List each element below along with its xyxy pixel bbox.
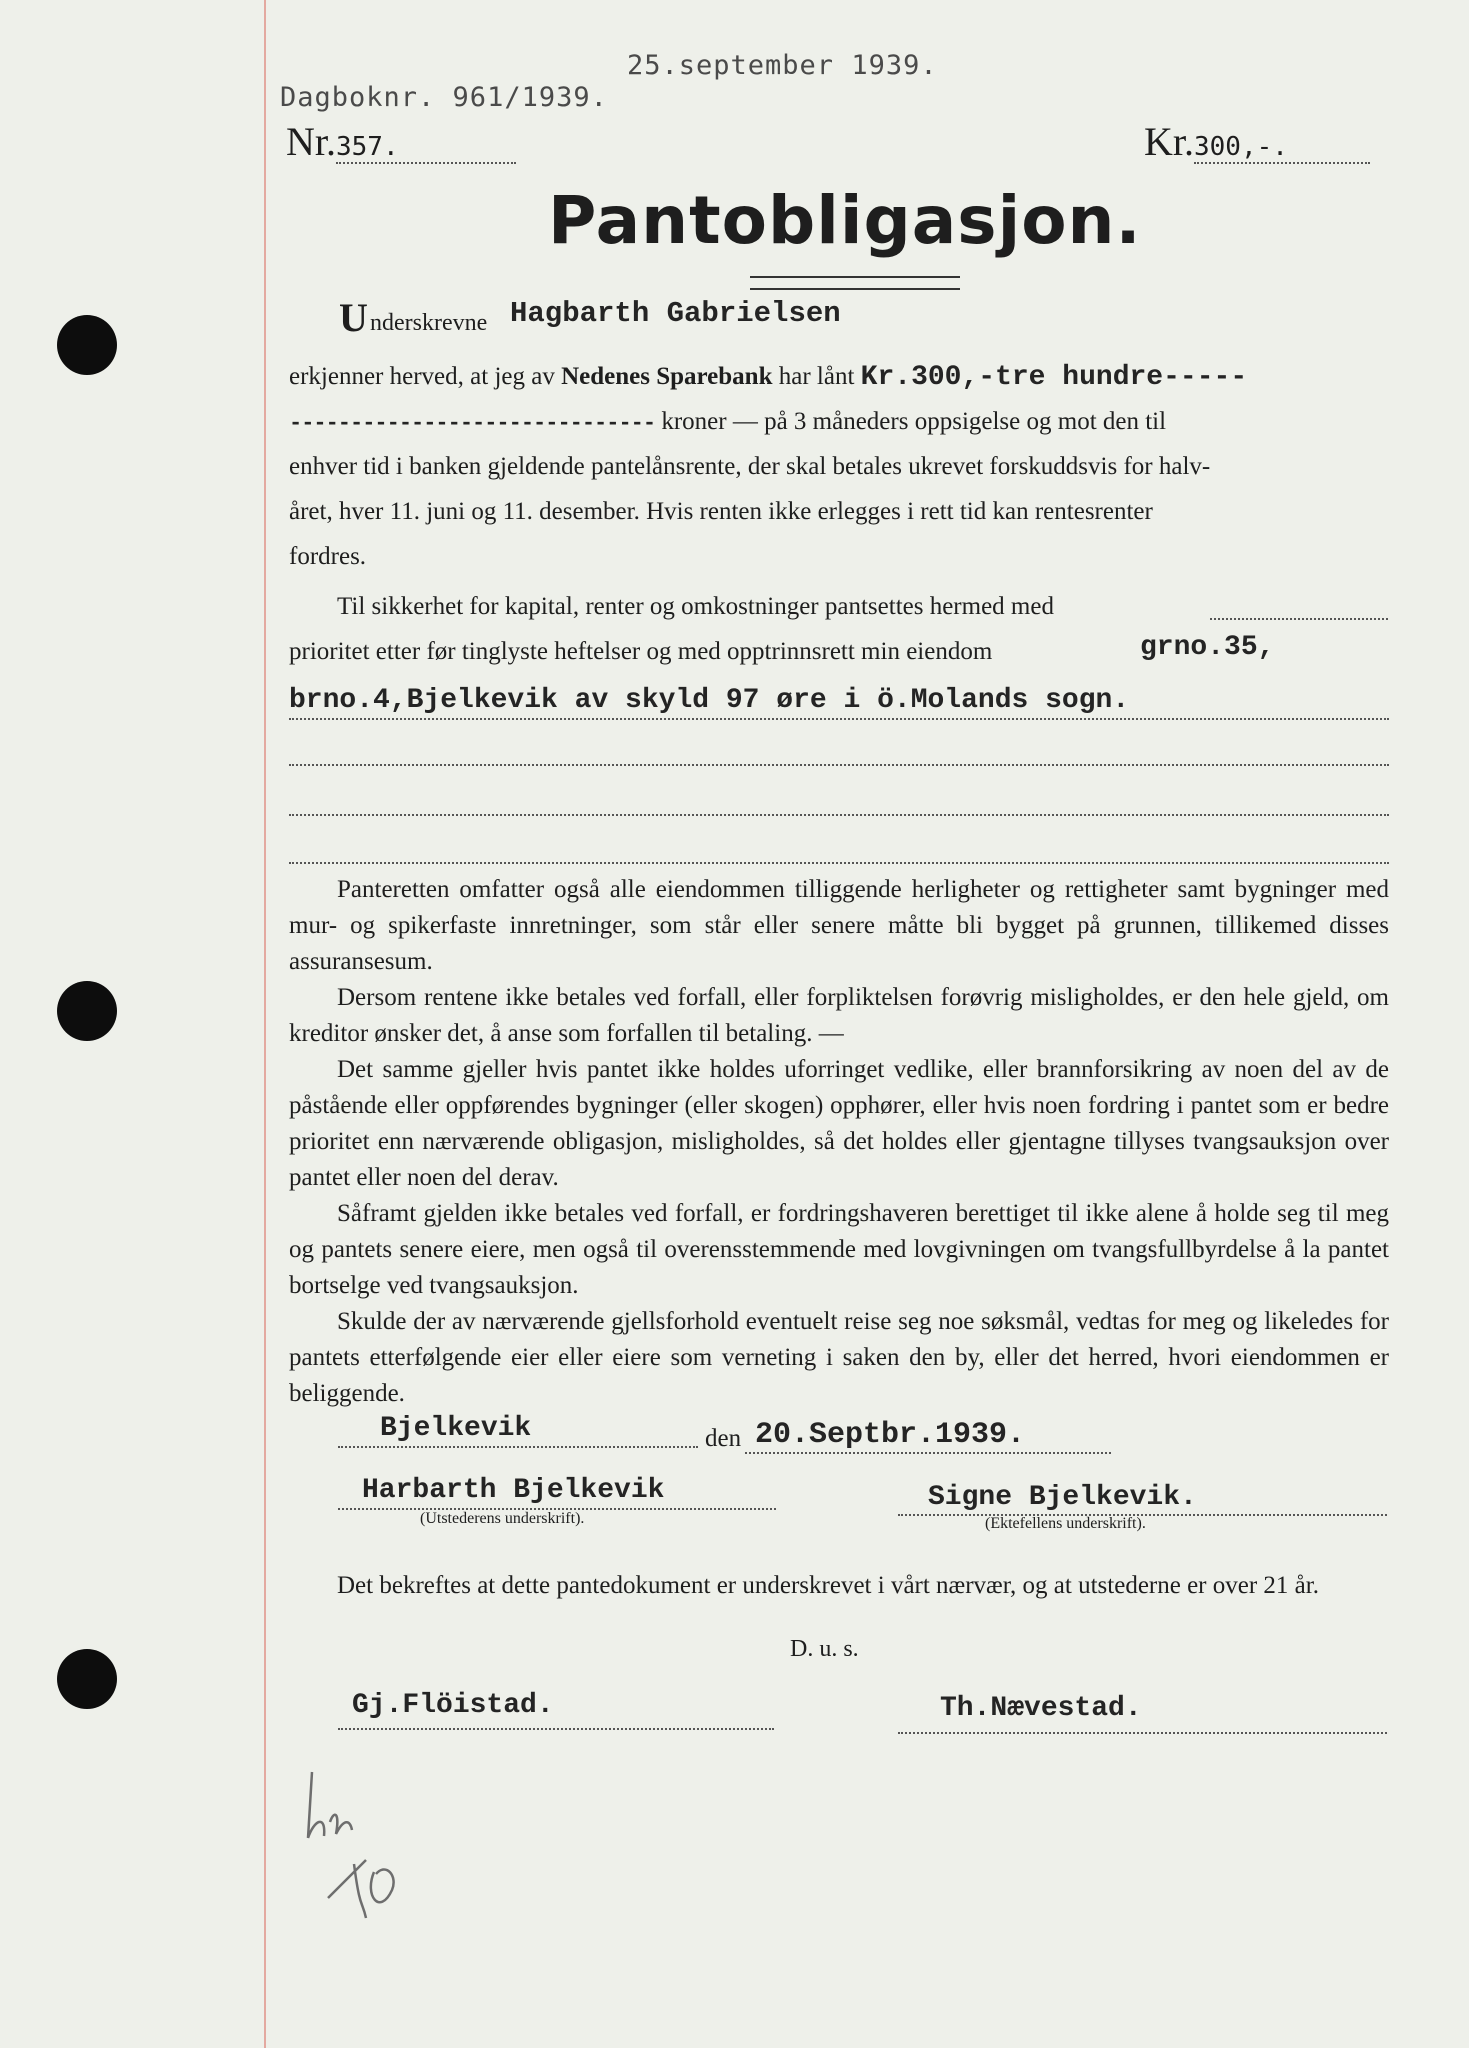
stamp-dagbok: Dagboknr. 961/1939. — [280, 82, 608, 113]
clauses — [289, 872, 1389, 1412]
spouse-signature: Signe Bjelkevik. — [928, 1482, 1197, 1513]
clause: Det samme gjeller hvis pantet ikke holdes uforringet vedlike, eller brannforsikring av noen del av de påstående eller oppførendes bygninger (eller skogen) opphører, eller hvis noen fordring i pantet som er bedre prioritet enn nærværende obligasjon, misligholdes, så det holdes eller gjentagne tillyses tvangsauksjon over pantet eller noen del derav. — [289, 1056, 1389, 1191]
title-underline — [750, 276, 960, 290]
loan-text: har lånt — [772, 363, 861, 390]
witness-1-signature: Gj.Flöistad. — [352, 1690, 554, 1721]
clause: Såframt gjelden ikke betales ved forfall, er fordringshaveren berettiget til ikke alene å holde seg til meg og pantets senere eiere, men også til overensstemmende med lovgivningen om tvangsfullbyrdelse å la pantet bortselge ved tvangsauksjon. — [289, 1200, 1389, 1299]
document-title: Pantobligasjon. — [548, 182, 1142, 259]
amount-header — [1144, 118, 1390, 164]
debtor-initial: U — [339, 295, 368, 340]
loan-text: erkjenner herved, at jeg av — [289, 363, 562, 390]
security-line-1: Til sikkerhet for kapital, renter og omkostninger pantsettes hermed med — [337, 593, 1054, 620]
signature-line — [338, 1728, 774, 1730]
date-line — [745, 1452, 1111, 1454]
loan-line-5: fordres. — [289, 543, 367, 570]
loan-line-2 — [289, 408, 1389, 436]
place-line — [338, 1446, 698, 1448]
kr-value: 300,-. — [1194, 132, 1370, 164]
property-brno: brno.4,Bjelkevik av skyld 97 øre i ö.Molands sogn. — [289, 685, 1130, 716]
pencil-annotation — [300, 1760, 430, 1930]
issuer-signature: Harbarth Bjelkevik — [362, 1475, 665, 1506]
fill-line — [289, 862, 1389, 864]
witness-2-signature: Th.Nævestad. — [940, 1693, 1142, 1724]
loan-line-4: året, hver 11. juni og 11. desember. Hvis renten ikke erlegges i rett tid kan rentesrenter — [289, 498, 1153, 525]
fill-line — [1210, 618, 1388, 620]
clause: Skulde der av nærværende gjellsforhold eventuelt reise seg noe søksmål, vedtas for meg og likeledes for pantets etterfølgende eier eller eiere som verneting i saken den by, eller det herred, hvori eiendommen er beliggende. — [289, 1308, 1389, 1407]
signing-place: Bjelkevik — [380, 1413, 532, 1444]
clause: Dersom rentene ikke betales ved forfall, eller forpliktelsen forøvrig misligholdes, er den hele gjeld, om kreditor ønsker det, å anse som forfallen til betaling. — — [289, 984, 1389, 1047]
property-grno: grno.35, — [1140, 632, 1275, 663]
loan-line-1 — [289, 362, 1389, 393]
loan-line-3: enhver tid i banken gjeldende pantelånsrente, der skal betales ukrevet forskuddsvis for halv- — [289, 453, 1211, 480]
signature-line — [898, 1732, 1387, 1734]
punch-hole — [57, 315, 117, 375]
bank-name: Nedenes Sparebank — [561, 363, 773, 390]
debtor-label: nderskrevne — [370, 310, 488, 336]
witness-statement: Det bekreftes at dette pantedokument er underskrevet i vårt nærvær, og at utstederne er over 21 år. — [337, 1572, 1319, 1599]
debtor-name: Hagbarth Gabrielsen — [510, 297, 841, 330]
signing-den: den — [705, 1425, 742, 1452]
nr-value: 357. — [336, 132, 516, 164]
punch-hole — [57, 1649, 117, 1709]
stamp-date: 25.september 1939. — [627, 50, 938, 81]
loan-amount-cont: ------------------------------ — [289, 411, 656, 436]
clause: Panteretten omfatter også alle eiendommen tilliggende herligheter og rettigheter samt bygninger med mur- og spikerfaste innretninger, som står eller senere måtte bli bygget på grunnen, tillikemed disses assuransesum. — [289, 876, 1389, 975]
fill-line — [289, 764, 1389, 766]
loan-text: kroner — på 3 måneders oppsigelse og mot den til — [655, 408, 1167, 435]
document-number — [286, 118, 534, 164]
spouse-caption: (Ektefellens underskrift). — [985, 1515, 1146, 1532]
nr-label: Nr. — [286, 119, 336, 164]
margin-rule — [264, 0, 266, 2048]
fill-line — [289, 718, 1389, 720]
issuer-caption: (Utstederens underskrift). — [420, 1510, 585, 1527]
security-line-2: prioritet etter før tinglyste heftelser og med opptrinnsrett min eiendom — [289, 638, 993, 665]
loan-amount: Kr.300,-tre hundre----- — [860, 362, 1248, 393]
fill-line — [289, 814, 1389, 816]
kr-label: Kr. — [1144, 119, 1194, 164]
signing-date: 20.Septbr.1939. — [755, 1418, 1026, 1452]
punch-hole — [57, 981, 117, 1041]
witness-dus: D. u. s. — [790, 1636, 859, 1662]
